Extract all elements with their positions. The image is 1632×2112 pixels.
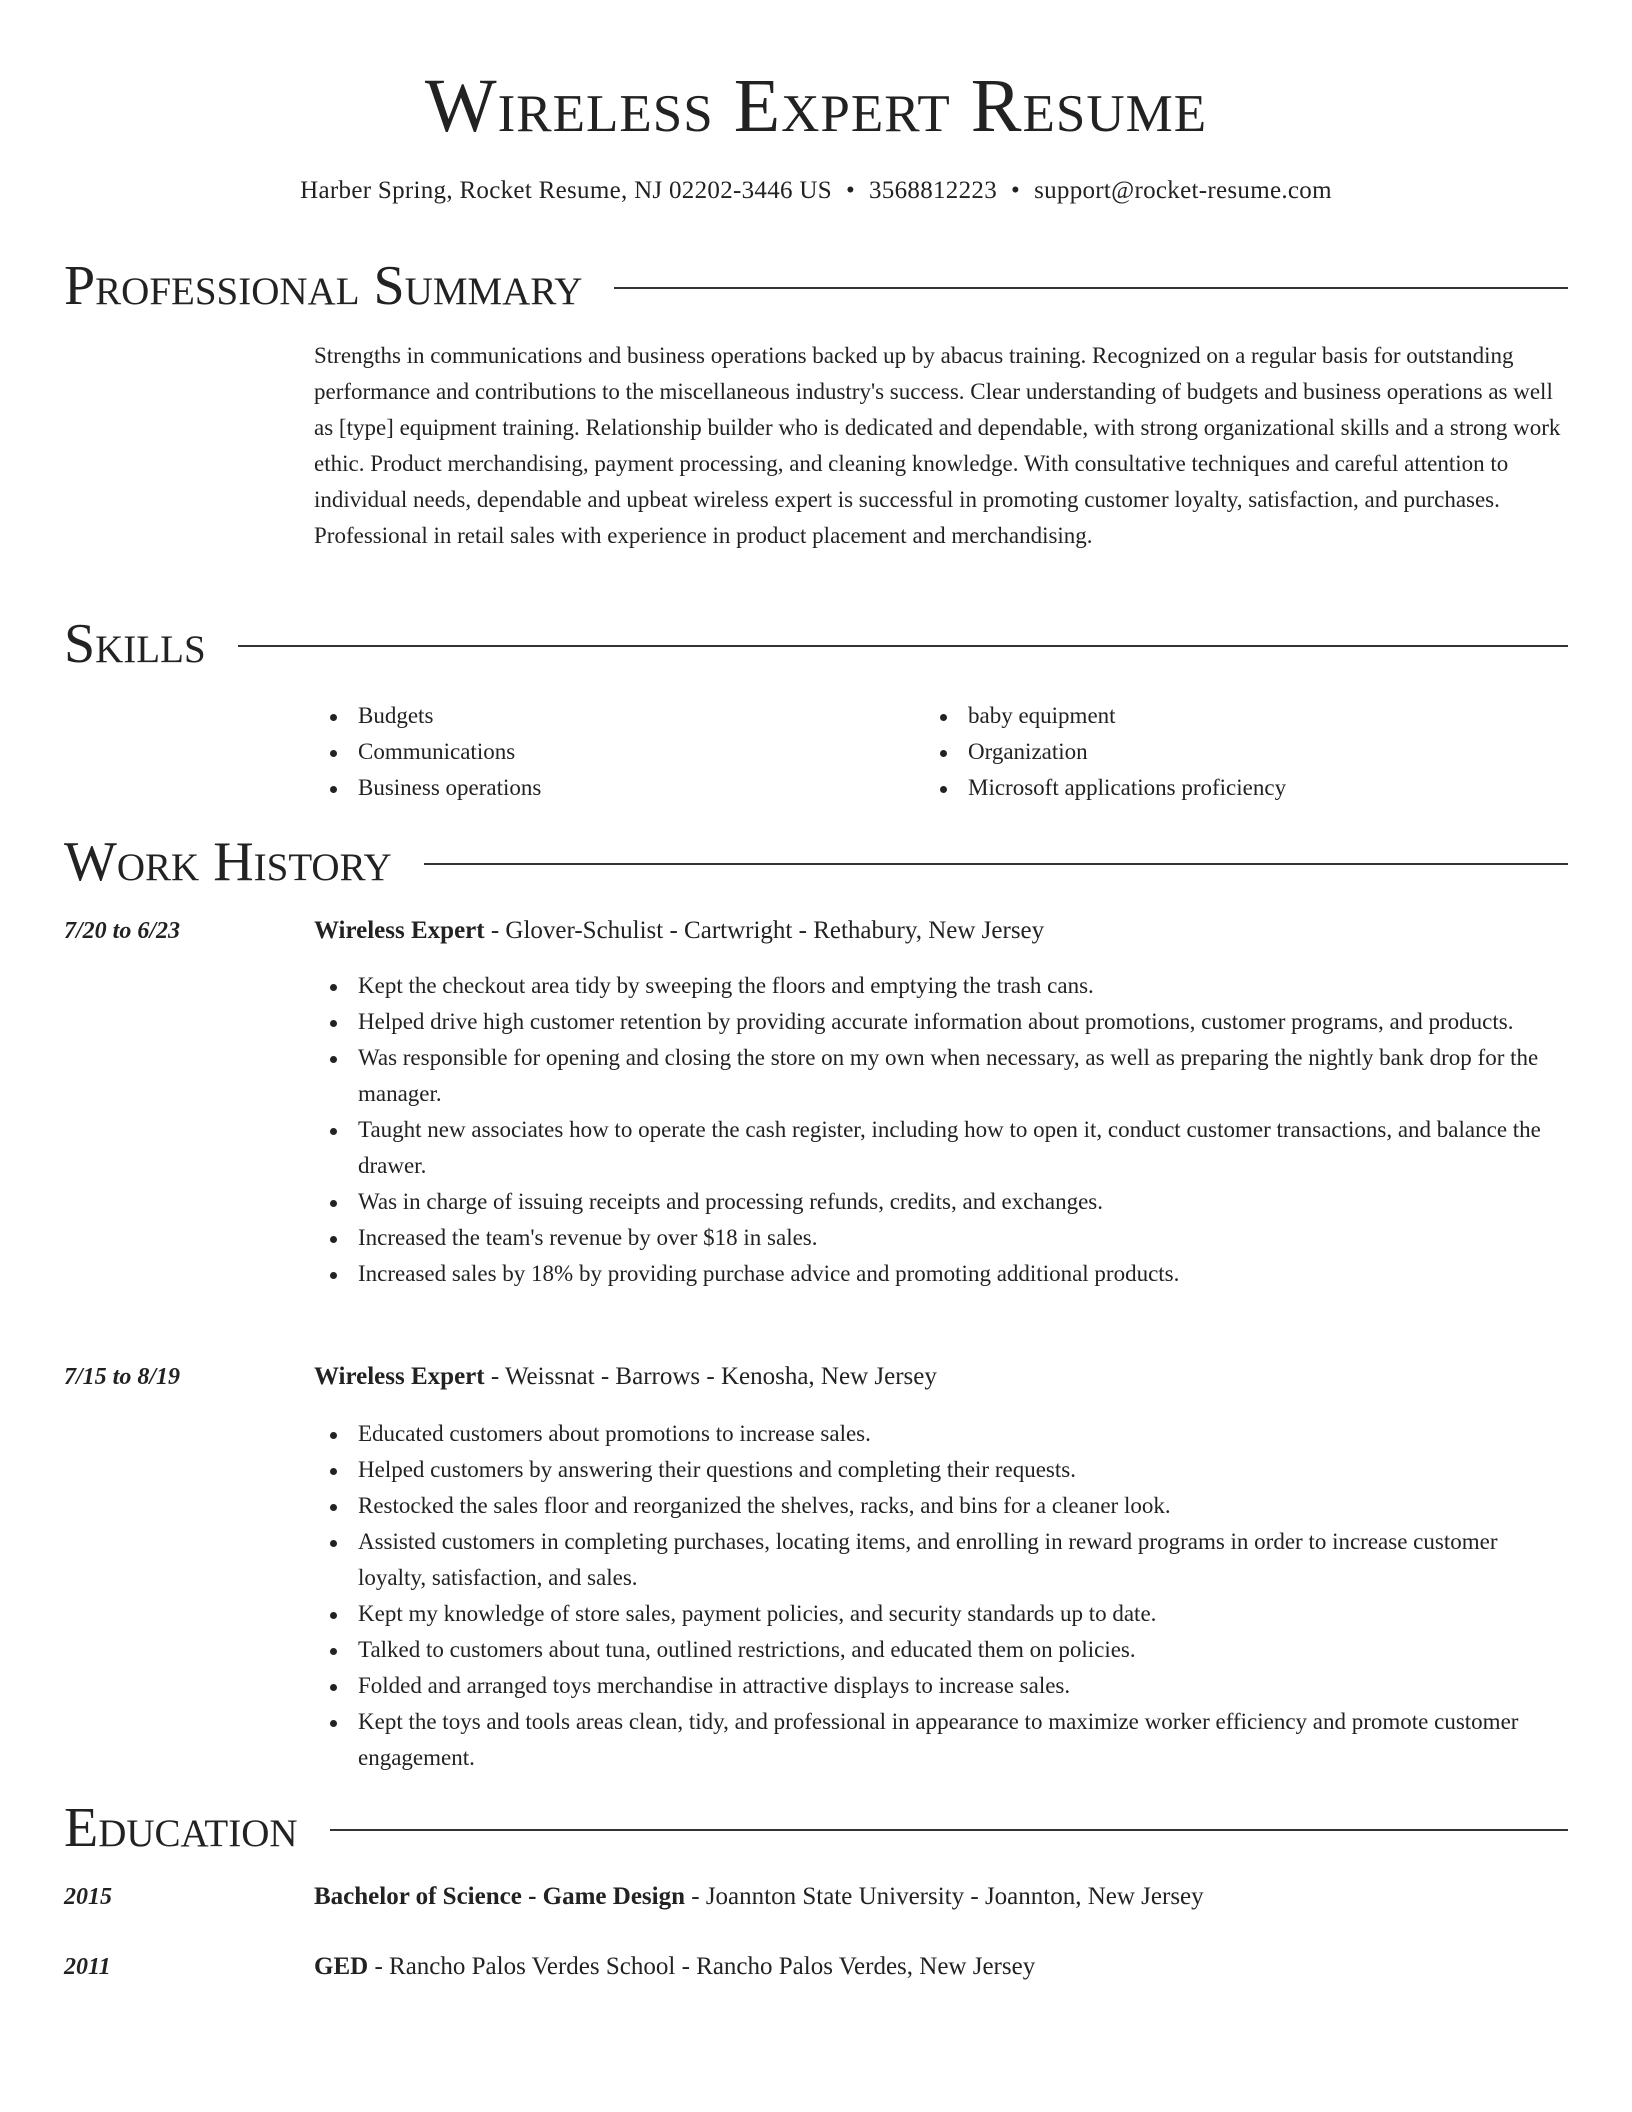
- education-degree: Bachelor of Science - Game Design: [314, 1883, 685, 1910]
- skills-section-title: Skills: [64, 613, 206, 675]
- job-dates: 7/15 to 8/19: [64, 1364, 181, 1390]
- job-bullet: Increased the team's revenue by over $18 in sales.: [314, 1220, 1568, 1256]
- job-employer: - Weissnat - Barrows - Kenosha, New Jersey: [484, 1363, 937, 1390]
- section-divider: [614, 287, 1568, 289]
- job-bullet: Educated customers about promotions to increase sales.: [314, 1416, 1568, 1452]
- job-bullet: Folded and arranged toys merchandise in attractive displays to increase sales.: [314, 1668, 1568, 1704]
- skill-item: Organization: [924, 734, 1286, 770]
- job-bullet: Helped drive high customer retention by providing accurate information about promotions, customer programs, and products.: [314, 1004, 1568, 1040]
- job-bullet: Was in charge of issuing receipts and processing refunds, credits, and exchanges.: [314, 1184, 1568, 1220]
- section-divider: [238, 645, 1568, 647]
- skills-list-right: [924, 698, 1286, 806]
- section-divider: [424, 863, 1568, 865]
- skill-item: baby equipment: [924, 698, 1286, 734]
- job-employer: - Glover-Schulist - Cartwright - Rethabury, New Jersey: [484, 917, 1045, 944]
- job-bullets: [314, 968, 1568, 1292]
- education-section-header: [64, 1796, 1568, 1860]
- job-bullet: Taught new associates how to operate the cash register, including how to open it, conduct customer transactions, and balance the drawer.: [314, 1112, 1568, 1184]
- contact-address: Harber Spring, Rocket Resume, NJ 02202-3446 US: [300, 177, 832, 204]
- contact-phone: 3568812223: [869, 177, 997, 204]
- skill-item: Budgets: [314, 698, 541, 734]
- education-heading: [314, 1880, 1568, 1914]
- education-year: 2015: [64, 1884, 112, 1910]
- job-bullet: Talked to customers about tuna, outlined restrictions, and educated them on policies.: [314, 1632, 1568, 1668]
- job-heading: [314, 1360, 1568, 1394]
- job-bullet: Increased sales by 18% by providing purchase advice and promoting additional products.: [314, 1256, 1568, 1292]
- job-title: Wireless Expert: [314, 1363, 485, 1390]
- education-heading: [314, 1950, 1568, 1984]
- job-title: Wireless Expert: [314, 917, 485, 944]
- contact-separator: •: [1011, 177, 1021, 204]
- contact-email[interactable]: support@rocket-resume.com: [1034, 177, 1332, 204]
- contact-line: [0, 174, 1632, 208]
- job-bullet: Kept the checkout area tidy by sweeping the floors and emptying the trash cans.: [314, 968, 1568, 1004]
- summary-section-header: [64, 254, 1568, 318]
- job-dates: 7/20 to 6/23: [64, 918, 181, 944]
- skill-item: Microsoft applications proficiency: [924, 770, 1286, 806]
- job-bullet: Restocked the sales floor and reorganized the shelves, racks, and bins for a cleaner look.: [314, 1488, 1568, 1524]
- skills-list-left: [314, 698, 541, 806]
- skill-item: Business operations: [314, 770, 541, 806]
- work-section-title: Work History: [64, 831, 392, 893]
- summary-section-title: Professional Summary: [64, 255, 583, 317]
- work-section-header: [64, 830, 1568, 894]
- job-bullet: Kept the toys and tools areas clean, tidy, and professional in appearance to maximize worker efficiency and promote customer engagement.: [314, 1704, 1568, 1776]
- job-bullet: Was responsible for opening and closing the store on my own when necessary, as well as preparing the nightly bank drop for the manager.: [314, 1040, 1568, 1112]
- education-degree: GED: [314, 1953, 369, 1980]
- education-section-title: Education: [64, 1797, 298, 1859]
- job-heading: [314, 914, 1568, 948]
- education-year: 2011: [64, 1954, 111, 1980]
- contact-separator: •: [845, 177, 855, 204]
- job-bullet: Assisted customers in completing purchases, locating items, and enrolling in reward programs in order to increase customer loyalty, satisfaction, and sales.: [314, 1524, 1568, 1596]
- education-school: - Rancho Palos Verdes School - Rancho Palos Verdes, New Jersey: [368, 1953, 1036, 1980]
- job-bullet: Helped customers by answering their questions and completing their requests.: [314, 1452, 1568, 1488]
- resume-title: Wireless Expert Resume: [424, 64, 1208, 148]
- job-bullet: Kept my knowledge of store sales, payment policies, and security standards up to date.: [314, 1596, 1568, 1632]
- job-bullets: [314, 1416, 1568, 1776]
- education-school: - Joannton State University - Joannton, New Jersey: [685, 1883, 1204, 1910]
- skill-item: Communications: [314, 734, 541, 770]
- summary-text: Strengths in communications and business operations backed up by abacus training. Recognized on a regular basis for outstanding performance and contributions to the miscellaneous industry's success. Clear understanding of budgets and business operations as well as [type] equipment training. Relationship builder who is dedicated and dependable, with strong organizational skills and a strong work ethic. Product merchandising, payment processing, and cleaning knowledge. With consultative techniques and careful attention to individual needs, dependable and upbeat wireless expert is successful in promoting customer loyalty, satisfaction, and purchases. Professional in retail sales with experience in product placement and merchandising.: [314, 343, 1561, 548]
- skills-section-header: [64, 612, 1568, 676]
- section-divider: [330, 1829, 1568, 1831]
